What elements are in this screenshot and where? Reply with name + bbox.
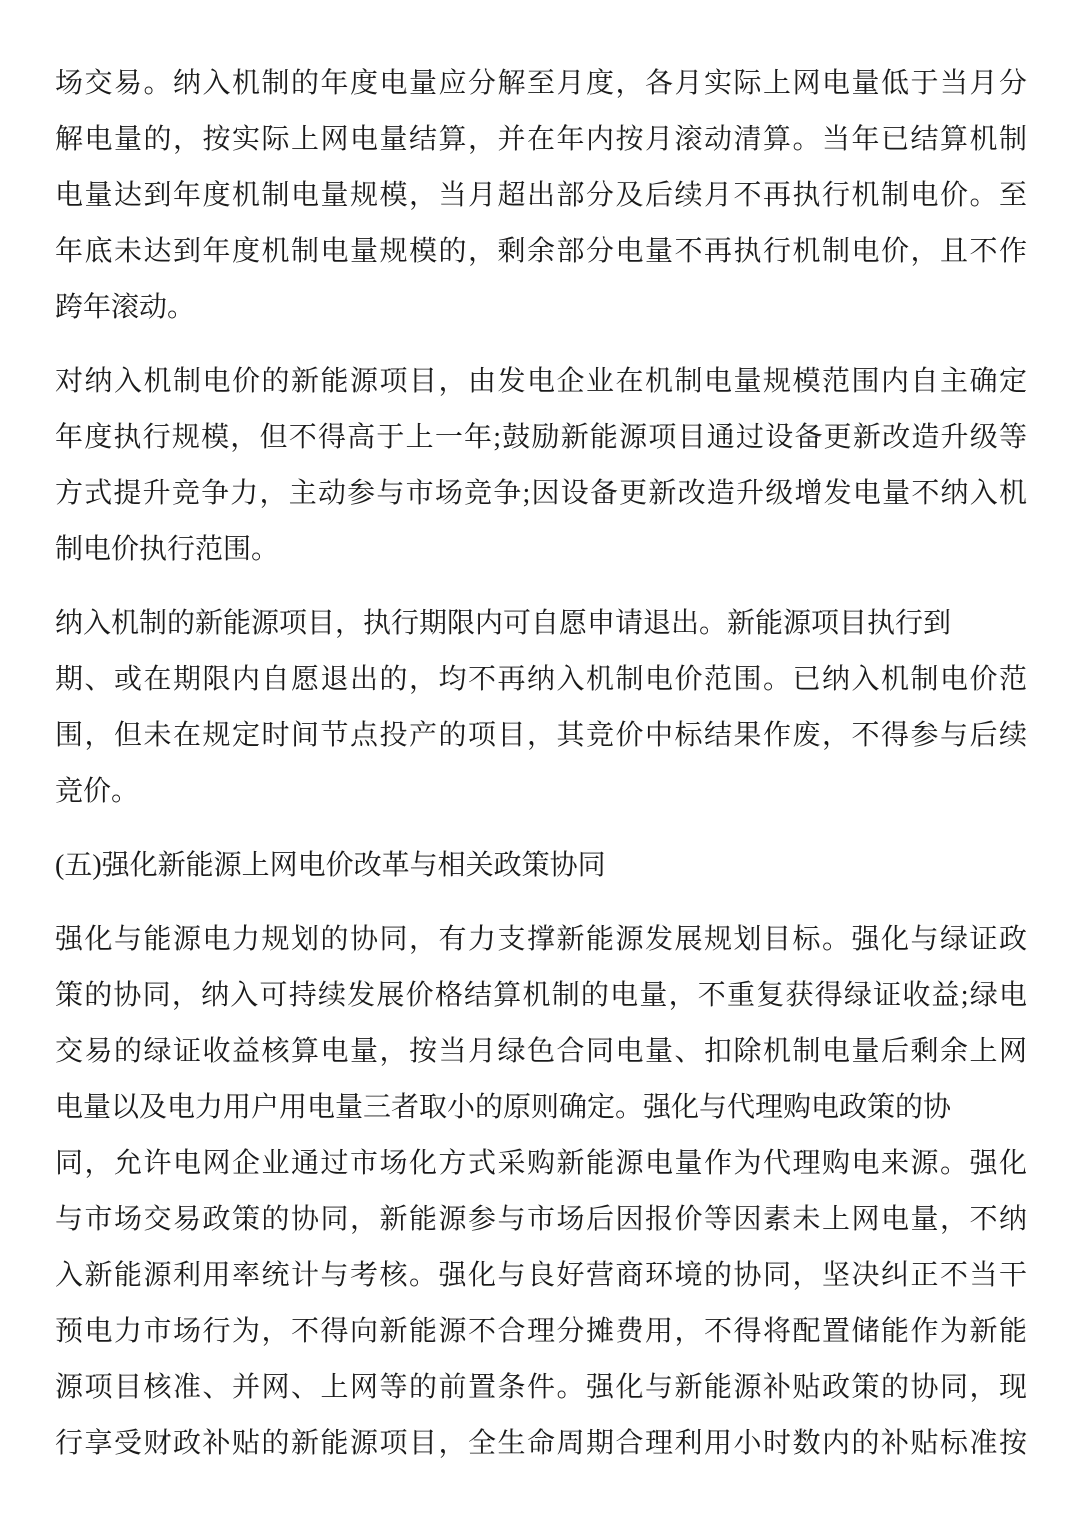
- text-line: 强化与能源电力规划的协同，有力支撑新能源发展规划目标。强化与绿证政: [55, 924, 1027, 955]
- text-line: 年底未达到年度机制电量规模的，剩余部分电量不再执行机制电价，且不作: [55, 236, 1027, 267]
- text-content: [55, 56, 1027, 1472]
- text-line: 竞价。: [55, 776, 140, 807]
- text-line: 电量达到年度机制电量规模，当月超出部分及后续月不再执行机制电价。至: [55, 180, 1027, 211]
- text-line: 期、或在期限内自愿退出的，均不再纳入机制电价范围。已纳入机制电价范: [55, 664, 1027, 695]
- text-line: 跨年滚动。: [55, 292, 196, 323]
- text-line: 对纳入机制电价的新能源项目，由发电企业在机制电量规模范围内自主确定: [55, 366, 1027, 397]
- text-line: 方式提升竞争力，主动参与市场竞争;因设备更新改造升级增发电量不纳入机: [55, 478, 1027, 509]
- text-line: 制电价执行范围。: [55, 534, 280, 565]
- text-line: 策的协同，纳入可持续发展价格结算机制的电量，不重复获得绿证收益;绿电: [55, 980, 1027, 1011]
- text-line: 年度执行规模，但不得高于上一年;鼓励新能源项目通过设备更新改造升级等: [55, 422, 1027, 453]
- text-line: 电量以及电力用户用电量三者取小的原则确定。强化与代理购电政策的协: [55, 1092, 952, 1123]
- text-line: 围，但未在规定时间节点投产的项目，其竞价中标结果作废，不得参与后续: [55, 720, 1027, 751]
- text-line: 交易的绿证收益核算电量，按当月绿色合同电量、扣除机制电量后剩余上网: [55, 1036, 1027, 1067]
- text-line: 入新能源利用率统计与考核。强化与良好营商环境的协同，坚决纠正不当干: [55, 1260, 1027, 1291]
- text-line: 预电力市场行为，不得向新能源不合理分摊费用，不得将配置储能作为新能: [55, 1316, 1027, 1347]
- text-line: 行享受财政补贴的新能源项目，全生命周期合理利用小时数内的补贴标准按: [55, 1428, 1027, 1459]
- paragraph: [55, 56, 1027, 336]
- text-line: 同，允许电网企业通过市场化方式采购新能源电量作为代理购电来源。强化: [55, 1148, 1027, 1179]
- paragraph: [55, 596, 1027, 820]
- section-heading: [55, 838, 1027, 894]
- text-line: 源项目核准、并网、上网等的前置条件。强化与新能源补贴政策的协同，现: [55, 1372, 1027, 1403]
- text-line: 与市场交易政策的协同，新能源参与市场后因报价等因素未上网电量，不纳: [55, 1204, 1027, 1235]
- text-line: 纳入机制的新能源项目，执行期限内可自愿申请退出。新能源项目执行到: [55, 608, 952, 639]
- text-line: 解电量的，按实际上网电量结算，并在年内按月滚动清算。当年已结算机制: [55, 124, 1027, 155]
- text-line: (五)强化新能源上网电价改革与相关政策协同: [55, 850, 606, 881]
- text-line: 场交易。纳入机制的年度电量应分解至月度，各月实际上网电量低于当月分: [55, 68, 1027, 99]
- paragraph: [55, 912, 1027, 1472]
- paragraph: [55, 354, 1027, 578]
